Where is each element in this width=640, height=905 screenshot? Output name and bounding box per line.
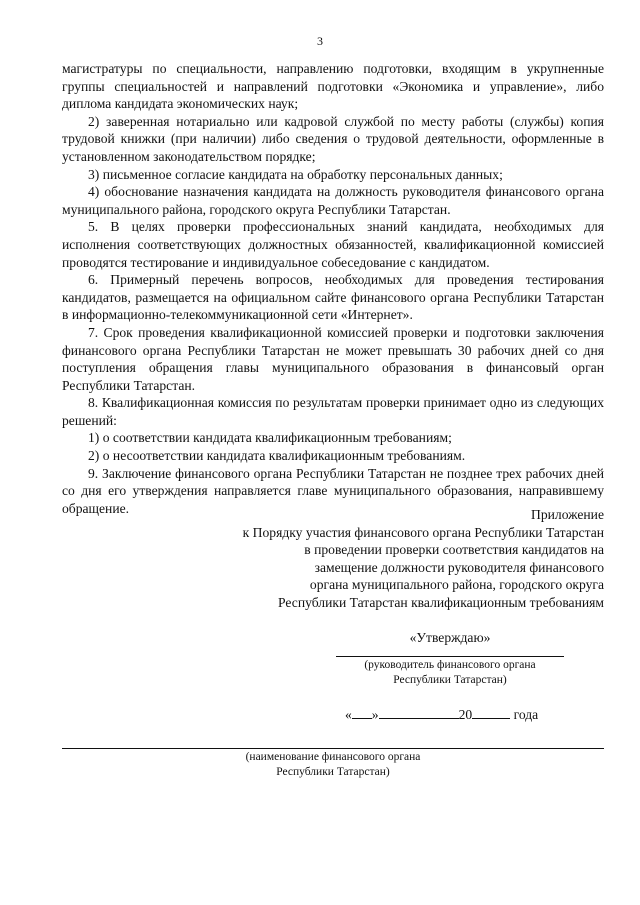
date-day-blank [352, 706, 372, 719]
paragraph-decision-2-noncompliance: 2) о несоответствии кандидата квалификационным требованиям. [88, 448, 466, 464]
paragraph-item-3-consent: 3) письменное согласие кандидата на обработку персональных данных; [88, 166, 503, 182]
signer-caption-line: Республики Татарстан) [393, 674, 507, 686]
paragraph-item-2-employment-record: 2) заверенная нотариально или кадровой службой по месту работы (службы) копия трудовой книжки (при наличии) либо сведения о трудовой деятельности, оформленные в установленном законодательством порядке; [62, 113, 604, 164]
organization-caption [62, 750, 604, 780]
organization-name-line [62, 748, 604, 749]
paragraph-item-4-justification: 4) обоснование назначения кандидата на должность руководителя финансового органа муниципального района, городского округа Республики Татарстан. [62, 184, 604, 217]
organization-caption-line: Республики Татарстан) [276, 766, 390, 778]
date-year-prefix: 20 [458, 707, 473, 722]
appendix-line: замещение должности руководителя финансового [314, 559, 604, 575]
page-number: 3 [317, 34, 323, 48]
date-close-quote: » [371, 707, 379, 722]
paragraph-diploma-continuation: магистратуры по специальности, направлению подготовки, входящим в укрупненные группы специальностей и направлений подготовки «Экономика и управление», либо диплома кандидата экономических наук; [62, 61, 604, 112]
appendix-title: Приложение [531, 507, 604, 522]
paragraph-clause-6-questions: 6. Примерный перечень вопросов, необходимых для проведения тестирования кандидатов, размещается на официальном сайте финансового органа Республики Татарстан в информационно-телекоммуникационной сети «Интернет». [62, 272, 604, 323]
document-body [62, 60, 604, 517]
date-open-quote: « [345, 707, 352, 722]
appendix-line: к Порядку участия финансового органа Республики Татарстан [242, 524, 604, 540]
appendix-line: в проведении проверки соответствия кандидатов на [304, 542, 604, 558]
paragraph-clause-9-conclusion: 9. Заключение финансового органа Республики Татарстан не позднее трех рабочих дней со дня его утверждения направляется главе муниципального образования, направившему обращение. [62, 465, 604, 516]
appendix-line: органа муниципального района, городского округа [309, 577, 604, 593]
paragraph-clause-8-decisions: 8. Квалификационная комиссия по результатам проверки принимает одно из следующих решений: [62, 395, 604, 428]
paragraph-decision-1-compliance: 1) о соответствии кандидата квалификационным требованиям; [88, 430, 452, 446]
paragraph-clause-7-deadline: 7. Срок проведения квалификационной комиссией проверки и подготовки заключения финансового органа Республики Татарстан не может превышать 30 рабочих дней со дня поступления обращения главы муниципального образования в финансовый орган Республики Татарстан. [62, 324, 604, 393]
appendix-line: Республики Татарстан квалификационным требованиям [278, 594, 604, 610]
date-month-blank [379, 706, 459, 719]
organization-caption-line: (наименование финансового органа [245, 751, 421, 763]
signer-caption [336, 658, 564, 688]
date-year-blank [472, 706, 510, 719]
date-suffix: года [513, 707, 539, 722]
approval-title: «Утверждаю» [409, 630, 491, 645]
signer-caption-line: (руководитель финансового органа [364, 659, 536, 671]
signature-line [336, 656, 564, 657]
paragraph-clause-5-testing: 5. В целях проверки профессиональных знаний кандидата, необходимых для исполнения соответствующих должностных обязанностей, квалификационной комиссией проводятся тестирование и индивидуальное собеседование с кандидатом. [62, 219, 604, 270]
approval-date [345, 706, 538, 723]
appendix-header [150, 506, 604, 612]
